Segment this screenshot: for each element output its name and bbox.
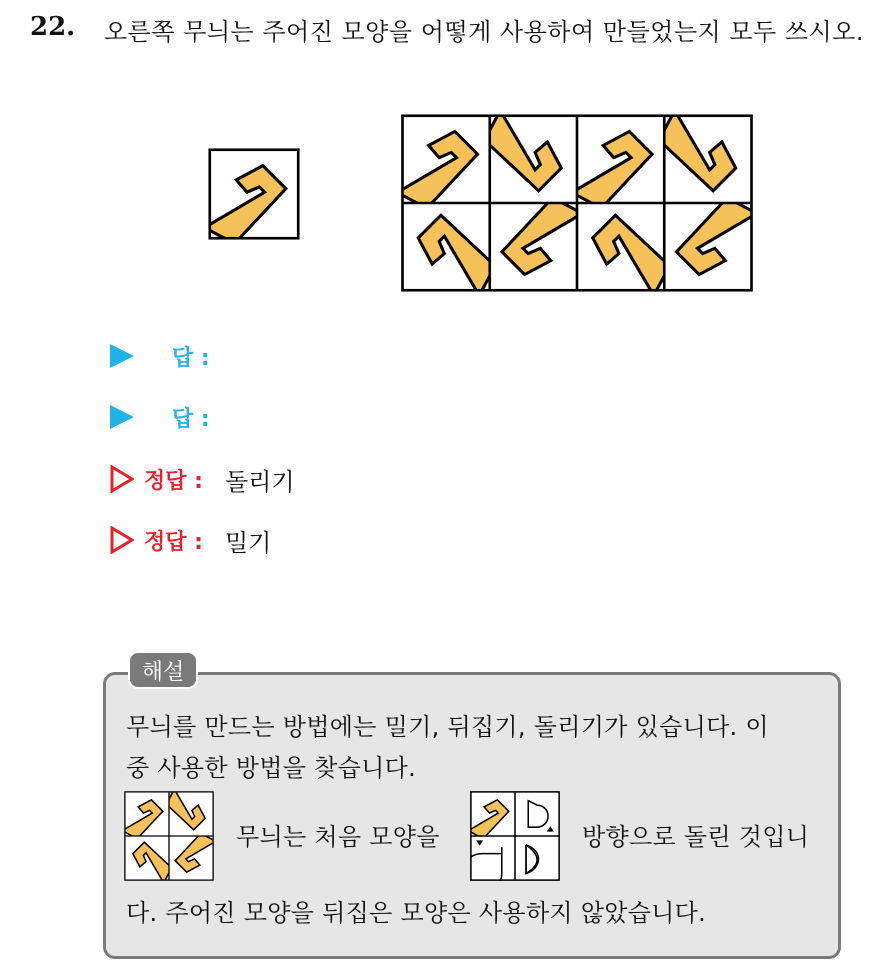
answer-marker-icon [110, 405, 134, 429]
pattern-tile [659, 114, 736, 191]
question-text: 오른쪽 무늬는 주어진 모양을 어떻게 사용하여 만들었는지 모두 쓰시오. [104, 18, 864, 46]
correct-answer-marker-icon [110, 526, 134, 554]
answer-label: 답 : [172, 406, 210, 432]
correct-answer-value: 돌리기 [224, 467, 295, 496]
answer-label: 답 : [172, 345, 210, 371]
pattern-tile [399, 131, 478, 208]
pattern-tile [593, 215, 670, 292]
correct-answer-marker-icon [110, 465, 134, 493]
explanation-tag: 해설 [128, 651, 198, 689]
given-shape-figure [208, 148, 300, 240]
pattern-tile [572, 131, 652, 208]
answer-marker-icon [110, 344, 134, 368]
pattern-tile [485, 114, 562, 191]
pattern-tile [502, 198, 582, 275]
correct-answer-label: 정답 : [144, 529, 203, 555]
answer-row [110, 400, 232, 434]
explanation-pattern-figure [124, 791, 214, 881]
explanation-line: 방향으로 돌린 것입니 [582, 823, 810, 851]
correct-answer-label: 정답 : [144, 468, 203, 494]
rotation-direction-figure [470, 791, 560, 881]
explanation-line: 중 사용한 방법을 찾습니다. [126, 754, 417, 782]
explanation-line: 무늬는 처음 모양을 [236, 823, 440, 851]
question-number: 22. [30, 12, 76, 42]
correct-answer-value: 밀기 [224, 528, 272, 557]
pattern-tile [676, 198, 755, 275]
answer-row [110, 339, 232, 373]
correct-answer-row [110, 462, 295, 496]
correct-answer-row [110, 523, 271, 557]
explanation-line: 다. 주어진 모양을 뒤집은 모양은 사용하지 않았습니다. [126, 899, 707, 927]
explanation-line: 무늬를 만드는 방법에는 밀기, 뒤집기, 돌리기가 있습니다. 이 [126, 713, 769, 741]
pattern-tile [418, 215, 495, 292]
pattern-figure [399, 114, 755, 292]
